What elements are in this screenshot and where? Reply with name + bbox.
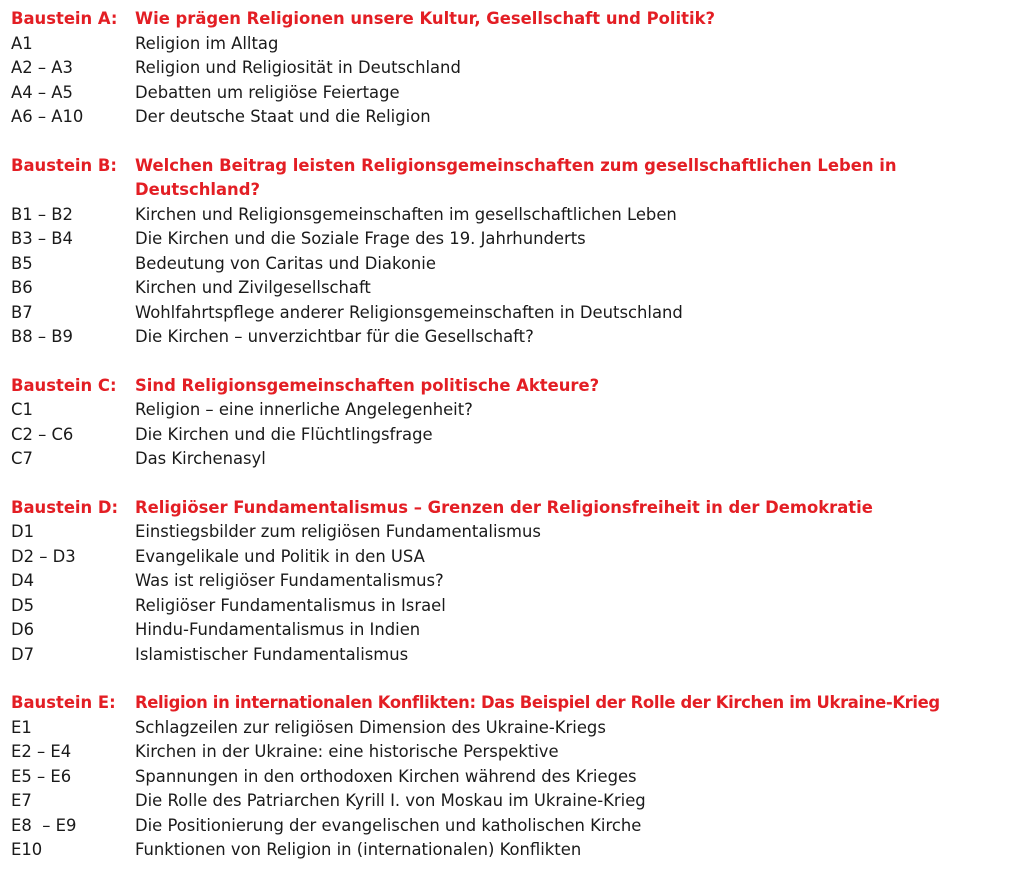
list-item (11, 203, 1016, 228)
list-item (11, 447, 1016, 472)
item-text: Islamistischer Fundamentalismus (135, 644, 409, 664)
item-code: D6 (11, 620, 35, 639)
item-code: C2 – C6 (11, 424, 74, 444)
item-code: E7 (11, 791, 32, 810)
item-text: Wohlfahrtspflege anderer Religionsgemeinschaften in Deutschland (135, 302, 683, 322)
item-text: Die Positionierung der evangelischen und katholischen Kirche (135, 815, 642, 835)
section-heading (11, 7, 1016, 32)
list-item (11, 569, 1016, 594)
list-item (11, 716, 1016, 741)
list-item (11, 56, 1016, 81)
table-of-contents (11, 7, 1016, 863)
item-code: B5 (11, 253, 33, 273)
section-heading (11, 374, 1016, 399)
item-code: B6 (11, 278, 33, 297)
section-baustein-d (11, 496, 1016, 668)
list-item (11, 838, 1016, 863)
item-text: Bedeutung von Caritas und Diakonie (135, 253, 436, 273)
item-code: A6 – A10 (11, 107, 84, 126)
section-title: Sind Religionsgemeinschaften politische Akteure? (135, 375, 600, 395)
item-text: Die Kirchen und die Soziale Frage des 19. Jahrhunderts (135, 229, 586, 248)
list-item (11, 32, 1016, 57)
list-item (11, 325, 1016, 350)
section-baustein-e (11, 691, 1016, 863)
item-code: E8 – E9 (11, 815, 77, 835)
section-title: Wie prägen Religionen unsere Kultur, Gesellschaft und Politik? (135, 9, 715, 28)
section-baustein-a (11, 7, 1016, 130)
item-text: Die Kirchen und die Flüchtlingsfrage (135, 424, 433, 444)
list-item (11, 398, 1016, 423)
item-text: Die Rolle des Patriarchen Kyrill I. von Moskau im Ukraine-Krieg (135, 791, 646, 810)
item-code: D2 – D3 (11, 546, 76, 566)
item-text: Schlagzeilen zur religiösen Dimension des Ukraine-Kriegs (135, 717, 606, 737)
item-text: Der deutsche Staat und die Religion (135, 107, 431, 126)
list-item (11, 740, 1016, 765)
item-code: C7 (11, 449, 33, 468)
section-label: Baustein B: (11, 155, 117, 175)
item-text: Religion im Alltag (135, 33, 279, 53)
section-title: Religion in internationalen Konflikten: Das Beispiel der Rolle der Kirchen im Ukraine-Krieg (135, 693, 940, 712)
list-item (11, 276, 1016, 301)
item-code: E1 (11, 717, 32, 737)
item-code: D4 (11, 571, 35, 590)
item-code: B7 (11, 302, 33, 322)
item-text: Kirchen und Religionsgemeinschaften im gesellschaftlichen Leben (135, 204, 677, 224)
item-code: D1 (11, 522, 35, 541)
item-text: Religion – eine innerliche Angelegenheit? (135, 400, 473, 419)
item-code: E10 (11, 840, 43, 859)
item-text: Das Kirchenasyl (135, 449, 266, 468)
item-text: Was ist religiöser Fundamentalismus? (135, 571, 444, 590)
item-text: Evangelikale und Politik in den USA (135, 546, 425, 566)
item-code: B8 – B9 (11, 327, 73, 346)
list-item (11, 301, 1016, 326)
item-text: Einstiegsbilder zum religiösen Fundamentalismus (135, 522, 541, 541)
section-label: Baustein E: (11, 693, 116, 712)
section-title: Religiöser Fundamentalismus – Grenzen der Religionsfreiheit in der Demokratie (135, 497, 873, 517)
section-label: Baustein C: (11, 375, 117, 395)
item-code: D5 (11, 595, 35, 615)
list-item (11, 618, 1016, 643)
list-item (11, 789, 1016, 814)
item-code: C1 (11, 400, 33, 419)
item-code: A1 (11, 33, 33, 53)
item-text: Spannungen in den orthodoxen Kirchen während des Krieges (135, 766, 637, 786)
item-code: B1 – B2 (11, 204, 73, 224)
item-code: B3 – B4 (11, 229, 73, 248)
section-baustein-c (11, 374, 1016, 472)
section-heading (11, 496, 1016, 521)
section-heading (11, 691, 1016, 716)
item-text: Debatten um religiöse Feiertage (135, 82, 400, 102)
item-code: A2 – A3 (11, 58, 73, 77)
item-text: Kirchen und Zivilgesellschaft (135, 278, 371, 297)
item-text: Funktionen von Religion in (internationalen) Konflikten (135, 840, 582, 859)
item-code: A4 – A5 (11, 82, 73, 102)
list-item (11, 252, 1016, 277)
section-label: Baustein A: (11, 9, 118, 28)
item-code: E5 – E6 (11, 766, 72, 786)
item-text: Hindu-Fundamentalismus in Indien (135, 620, 421, 639)
section-title: Welchen Beitrag leisten Religionsgemeinschaften zum gesellschaftlichen Leben in Deutschland? (135, 155, 897, 199)
item-text: Die Kirchen – unverzichtbar für die Gesellschaft? (135, 327, 534, 346)
list-item (11, 594, 1016, 619)
list-item (11, 81, 1016, 106)
list-item (11, 423, 1016, 448)
list-item (11, 643, 1016, 668)
list-item (11, 105, 1016, 130)
list-item (11, 545, 1016, 570)
list-item (11, 520, 1016, 545)
item-text: Religiöser Fundamentalismus in Israel (135, 595, 446, 615)
list-item (11, 814, 1016, 839)
section-heading (11, 154, 1016, 203)
section-baustein-b (11, 154, 1016, 350)
item-code: D7 (11, 644, 35, 664)
list-item (11, 227, 1016, 252)
item-text: Kirchen in der Ukraine: eine historische Perspektive (135, 742, 559, 761)
list-item (11, 765, 1016, 790)
item-text: Religion und Religiosität in Deutschland (135, 58, 461, 77)
section-label: Baustein D: (11, 497, 119, 517)
item-code: E2 – E4 (11, 742, 72, 761)
